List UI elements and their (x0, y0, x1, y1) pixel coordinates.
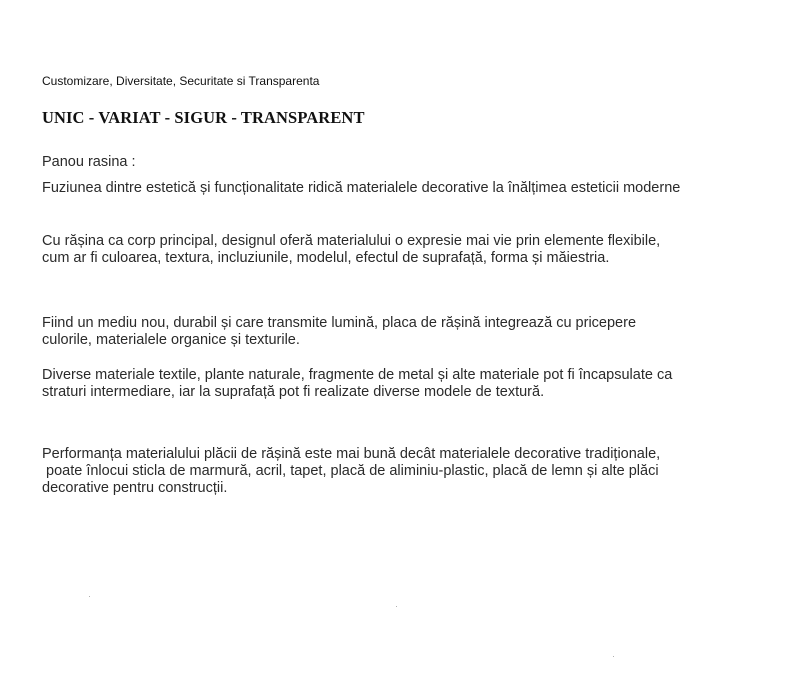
paragraph-3 (42, 315, 762, 349)
paragraph-5-line-2: poate înlocui sticla de marmură, acril, tapet, placă de aliminiu-plastic, placă de lemn și alte plăci (42, 463, 659, 479)
document-page (42, 74, 762, 496)
scan-speck (89, 596, 90, 597)
scan-speck (613, 656, 614, 657)
document-headline: UNIC - VARIAT - SIGUR - TRANSPARENT (42, 108, 365, 127)
paragraph-4 (42, 367, 762, 401)
paragraph-5 (42, 446, 762, 497)
paragraph-4-line-1: Diverse materiale textile, plante naturale, fragmente de metal și alte materiale pot fi încapsulate ca (42, 367, 673, 383)
paragraph-1 (42, 180, 762, 197)
document-subtitle: Customizare, Diversitate, Securitate si Transparenta (42, 74, 320, 88)
paragraph-3-line-2: culorile, materialele organice și texturile. (42, 332, 300, 348)
section-label: Panou rasina : (42, 154, 136, 170)
paragraph-1-line-1: Fuziunea dintre estetică și funcționalitate ridică materialele decorative la înălțimea esteticii moderne (42, 180, 681, 196)
paragraph-2-line-1: Cu rășina ca corp principal, designul oferă materialului o expresie mai vie prin elemente flexibile, (42, 233, 661, 249)
paragraph-2-line-2: cum ar fi culoarea, textura, incluziunile, modelul, efectul de suprafață, forma și măiestria. (42, 250, 610, 266)
paragraph-4-line-2: straturi intermediare, iar la suprafață pot fi realizate diverse modele de textură. (42, 384, 545, 400)
paragraph-3-line-1: Fiind un mediu nou, durabil și care transmite lumină, placa de rășină integrează cu pricepere (42, 315, 637, 331)
scan-speck (396, 606, 397, 607)
paragraph-2 (42, 233, 762, 267)
paragraph-5-line-3: decorative pentru construcții. (42, 480, 228, 496)
paragraph-5-line-1: Performanța materialului plăcii de rășină este mai bună decât materialele decorative tradiționale, (42, 446, 661, 462)
